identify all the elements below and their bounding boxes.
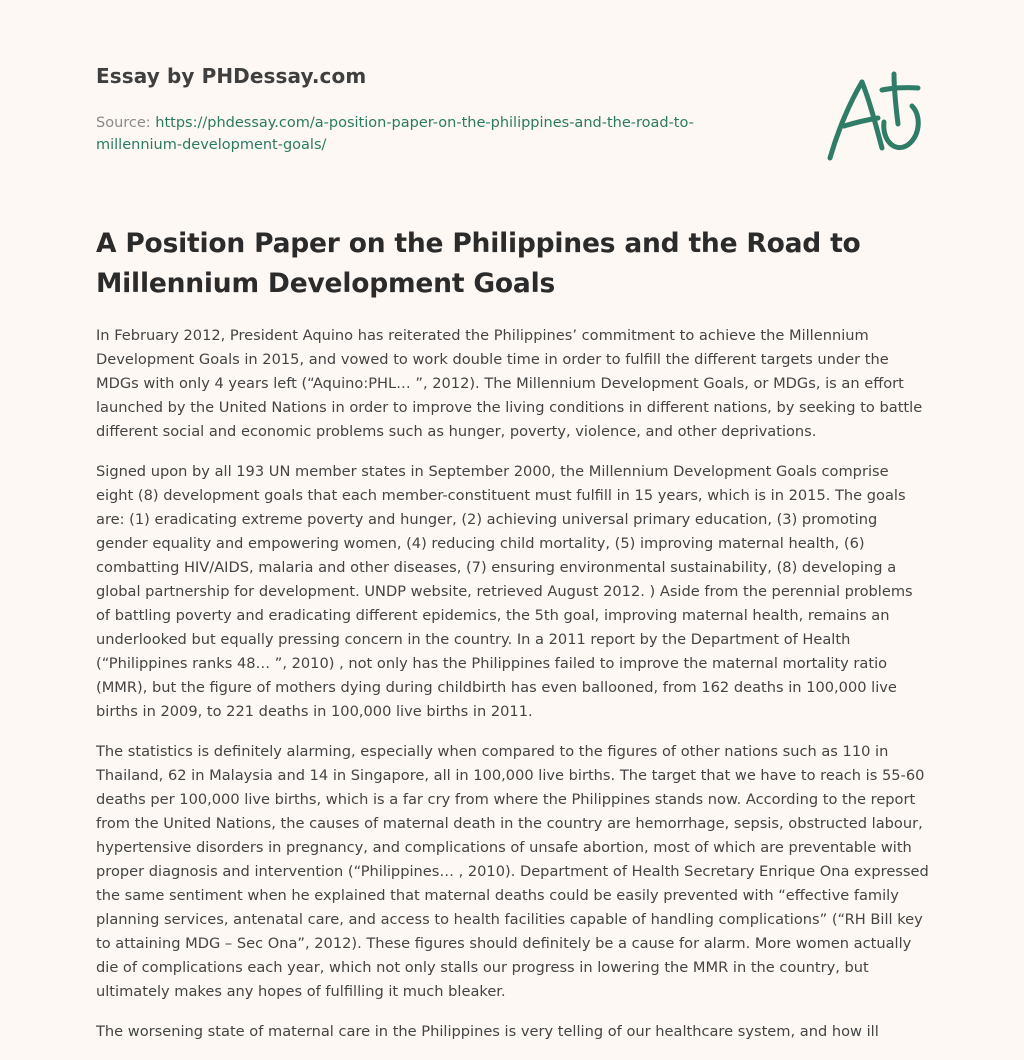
essay-title: A Position Paper on the Philippines and the Road to Millennium Development Goals	[96, 228, 861, 299]
source-line	[96, 112, 756, 156]
paragraph-3: The statistics is definitely alarming, especially when compared to the figures of other nations such as 110 in Thailand, 62 in Malaysia and 14 in Singapore, all in 100,000 live births. The target that we have to reach is 55-60 deaths per 100,000 live births, which is a far cry from where the Philippines stands now. According to the report from the United Nations, the causes of maternal death in the country are hemorrhage, sepsis, obstructed labour, hypertensive disorders in pregnancy, and complications of unsafe abortion, most of which are preventable with proper diagnosis and intervention (“Philippines… , 2010). Department of Health Secretary Enrique Ona expressed the same sentiment when he explained that maternal deaths could be easily prevented with “effective family planning services, antenatal care, and access to health facilities capable of handling complications” (“RH Bill key to attaining MDG – Sec Ona”, 2012). These figures should definitely be a cause for alarm. More women actually die of complications each year, which not only stalls our progress in lowering the MMR in the country, but ultimately makes any hopes of fulfilling it much bleaker.	[96, 743, 929, 1000]
paragraph-4: The worsening state of maternal care in the Philippines is very telling of our healthcare system, and how ill	[96, 1023, 879, 1040]
essay-body	[96, 324, 930, 1060]
source-label: Source:	[96, 115, 151, 131]
paragraph-1: In February 2012, President Aquino has reiterated the Philippines’ commitment to achieve the Millennium Development Goals in 2015, and vowed to work double time in order to fulfill the different targets under the MDGs with only 4 years left (“Aquino:PHL… ”, 2012). The Millennium Development Goals, or MDGs, is an effort launched by the United Nations in order to improve the living conditions in different nations, by seeking to battle different social and economic problems such as hunger, poverty, violence, and other deprivations.	[96, 327, 923, 440]
a-plus-logo-icon	[824, 68, 928, 164]
paragraph-2: Signed upon by all 193 UN member states in September 2000, the Millennium Development Goals comprise eight (8) development goals that each member-constituent must fulfill in 15 years, which is in 2015. The goals are: (1) eradicating extreme poverty and hunger, (2) achieving universal primary education, (3) promoting gender equality and empowering women, (4) reducing child mortality, (5) improving maternal health, (6) combatting HIV/AIDS, malaria and other diseases, (7) ensuring environmental sustainability, (8) developing a global partnership for development. UNDP website, retrieved August 2012. ) Aside from the perennial problems of battling poverty and eradicating different epidemics, the 5th goal, improving maternal health, remains an underlooked but equally pressing concern in the country. In a 2011 report by the Department of Health (“Philippines ranks 48… ”, 2010) , not only has the Philippines failed to improve the maternal mortality ratio (MMR), but the figure of mothers dying during childbirth has even ballooned, from 162 deaths in 100,000 live births in 2009, to 221 deaths in 100,000 live births in 2011.	[96, 463, 913, 720]
source-link[interactable]: https://phdessay.com/a-position-paper-on-the-philippines-and-the-road-to-millennium-development-goals/	[96, 115, 694, 153]
brand-name: Essay by PHDessay.com	[96, 64, 367, 88]
